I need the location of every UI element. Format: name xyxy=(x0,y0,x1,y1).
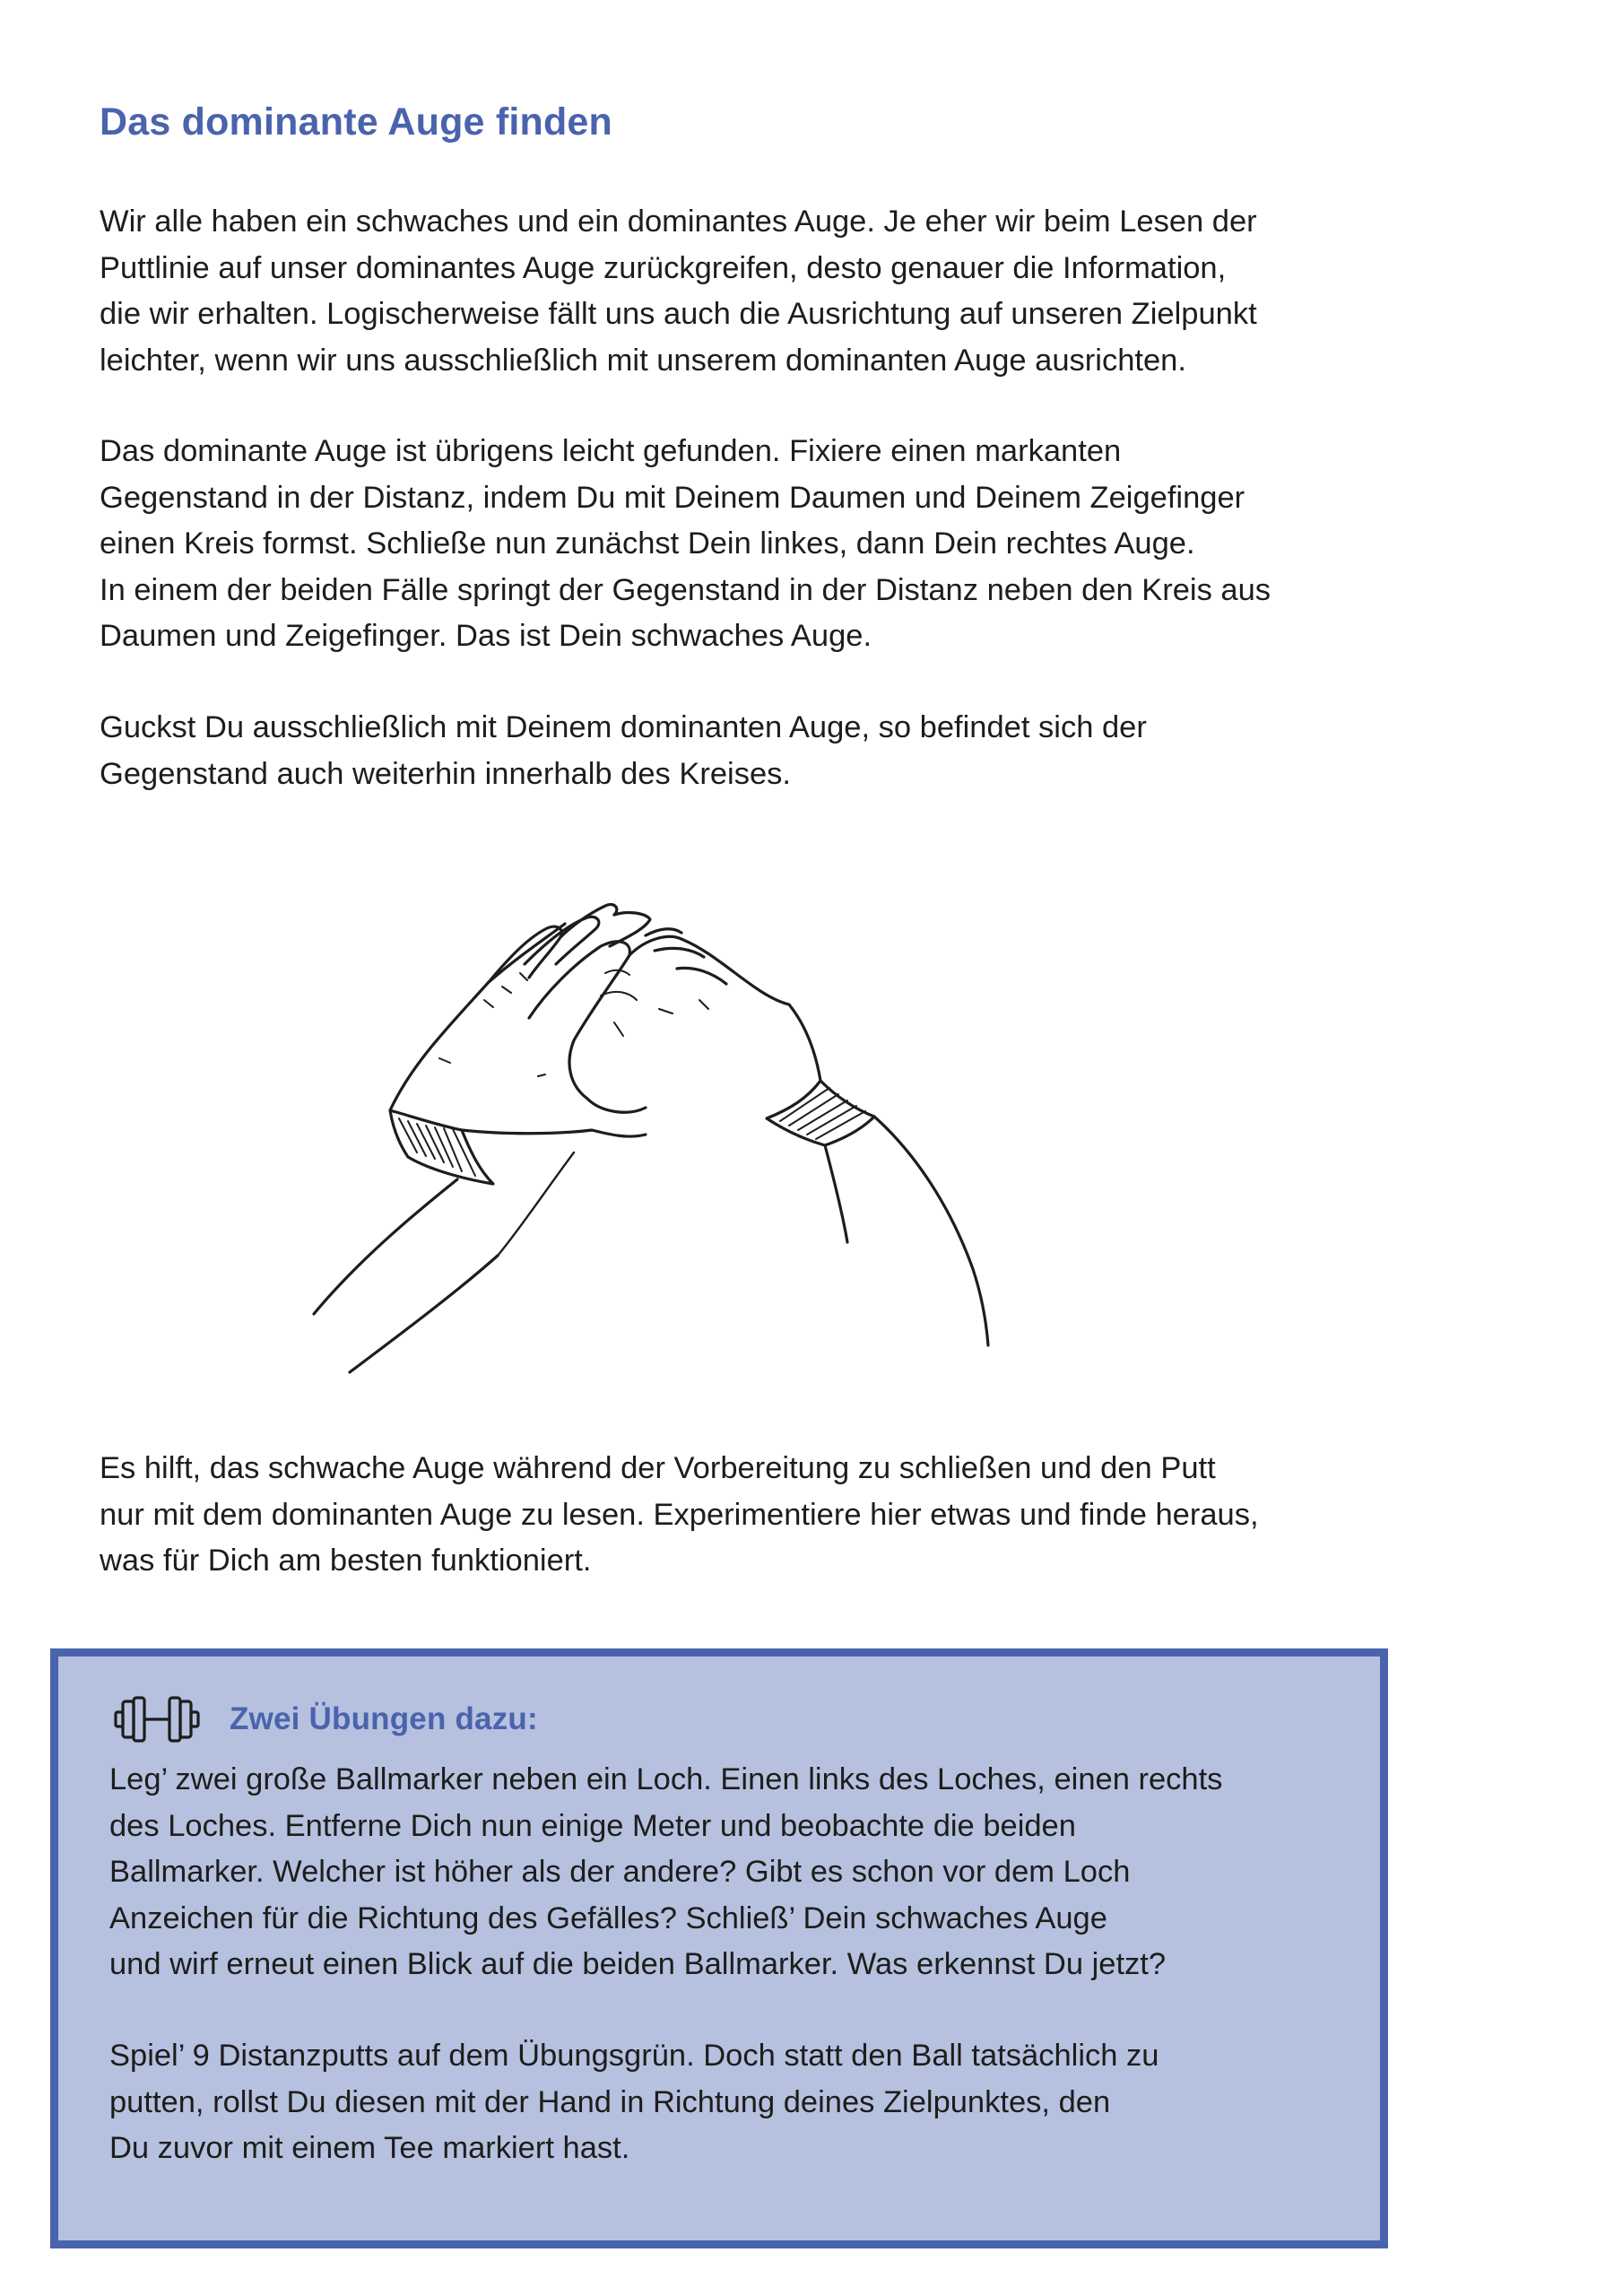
right-finger xyxy=(655,948,704,957)
body-paragraph xyxy=(100,199,1257,384)
right-hand-back xyxy=(629,936,820,1081)
exercise-title: Zwei Übungen dazu: xyxy=(230,1701,538,1736)
left-cuff xyxy=(390,1110,493,1184)
paragraph-line: einen Kreis formst. Schließe nun zunächst Dein linkes, dann Dein rechtes Auge. xyxy=(100,526,1195,561)
dumbbell-icon xyxy=(114,1696,200,1743)
left-hand-wrist-line xyxy=(462,1130,646,1136)
left-cuff-ribbing xyxy=(399,1118,475,1176)
right-knuckle-detail xyxy=(601,970,708,1036)
paragraph-line: Gegenstand auch weiterhin innerhalb des Kreises. xyxy=(100,756,791,791)
paragraph-line: Wir alle haben ein schwaches und ein dominantes Auge. Je eher wir beim Lesen der xyxy=(100,204,1257,239)
body-paragraph xyxy=(100,429,1271,660)
paragraph-line: und wirf erneut einen Blick auf die beiden Ballmarker. Was erkennst Du jetzt? xyxy=(109,1947,1167,1981)
paragraph-line: Guckst Du ausschließlich mit Deinem dominanten Auge, so befindet sich der xyxy=(100,710,1147,744)
paragraph-line: Gegenstand in der Distanz, indem Du mit Deinem Daumen und Deinem Zeigefinger xyxy=(100,480,1245,515)
left-arm-outline xyxy=(314,1179,457,1314)
paragraph-line: putten, rollst Du diesen mit der Hand in Richtung deines Zielpunktes, den xyxy=(109,2084,1111,2119)
exercise-header xyxy=(114,1694,538,1744)
paragraph-line: was für Dich am besten funktioniert. xyxy=(100,1544,592,1578)
knuckle-detail xyxy=(439,973,545,1076)
right-hand-outline xyxy=(569,1040,646,1112)
paragraph-line: des Loches. Entferne Dich nun einige Meter und beobachte die beiden xyxy=(109,1808,1076,1843)
hands-circle-illustration xyxy=(305,883,1112,1386)
paragraph-line: Puttlinie auf unser dominantes Auge zurückgreifen, desto genauer die Information, xyxy=(100,250,1227,285)
exercise-paragraph xyxy=(109,2033,1159,2172)
paragraph-line: Ballmarker. Welcher ist höher als der andere? Gibt es schon vor dem Loch xyxy=(109,1855,1131,1889)
paragraph-line: Das dominante Auge ist übrigens leicht gefunden. Fixiere einen markanten xyxy=(100,434,1122,468)
exercise-box xyxy=(50,1648,1388,2248)
sleeve-fold xyxy=(498,1152,574,1256)
paragraph-line: die wir erhalten. Logischerweise fällt uns auch die Ausrichtung auf unseren Zielpunkt xyxy=(100,297,1257,331)
right-finger xyxy=(646,929,681,935)
right-arm-lower-outline xyxy=(825,1145,847,1242)
paragraph-line: Daumen und Zeigefinger. Das ist Dein schwaches Auge. xyxy=(100,619,872,653)
body-paragraph xyxy=(100,705,1147,797)
paragraph-line: Leg’ zwei große Ballmarker neben ein Loch. Einen links des Loches, einen rechts xyxy=(109,1762,1223,1796)
page-title: Das dominante Auge finden xyxy=(100,100,612,144)
exercise-paragraph xyxy=(109,1757,1222,1988)
right-arm-outline xyxy=(874,1117,988,1345)
paragraph-line: nur mit dem dominanten Auge zu lesen. Experimentiere hier etwas und finde heraus, xyxy=(100,1497,1259,1532)
left-finger xyxy=(560,904,617,937)
left-arm-lower-outline xyxy=(350,1256,498,1372)
paragraph-line: Anzeichen für die Richtung des Gefälles? Schließ’ Dein schwaches Auge xyxy=(109,1900,1107,1935)
paragraph-line: In einem der beiden Fälle springt der Gegenstand in der Distanz neben den Kreis aus xyxy=(100,572,1271,607)
paragraph-line: leichter, wenn wir uns ausschließlich mit unserem dominanten Auge ausrichten. xyxy=(100,343,1186,378)
paragraph-line: Spiel’ 9 Distanzputts auf dem Übungsgrün. Doch statt den Ball tatsächlich zu xyxy=(109,2039,1159,2073)
right-finger xyxy=(677,968,726,984)
paragraph-line: Es hilft, das schwache Auge während der Vorbereitung zu schließen und den Putt xyxy=(100,1451,1216,1485)
body-paragraph xyxy=(100,1446,1259,1585)
paragraph-line: Du zuvor mit einem Tee markiert hast. xyxy=(109,2131,630,2165)
